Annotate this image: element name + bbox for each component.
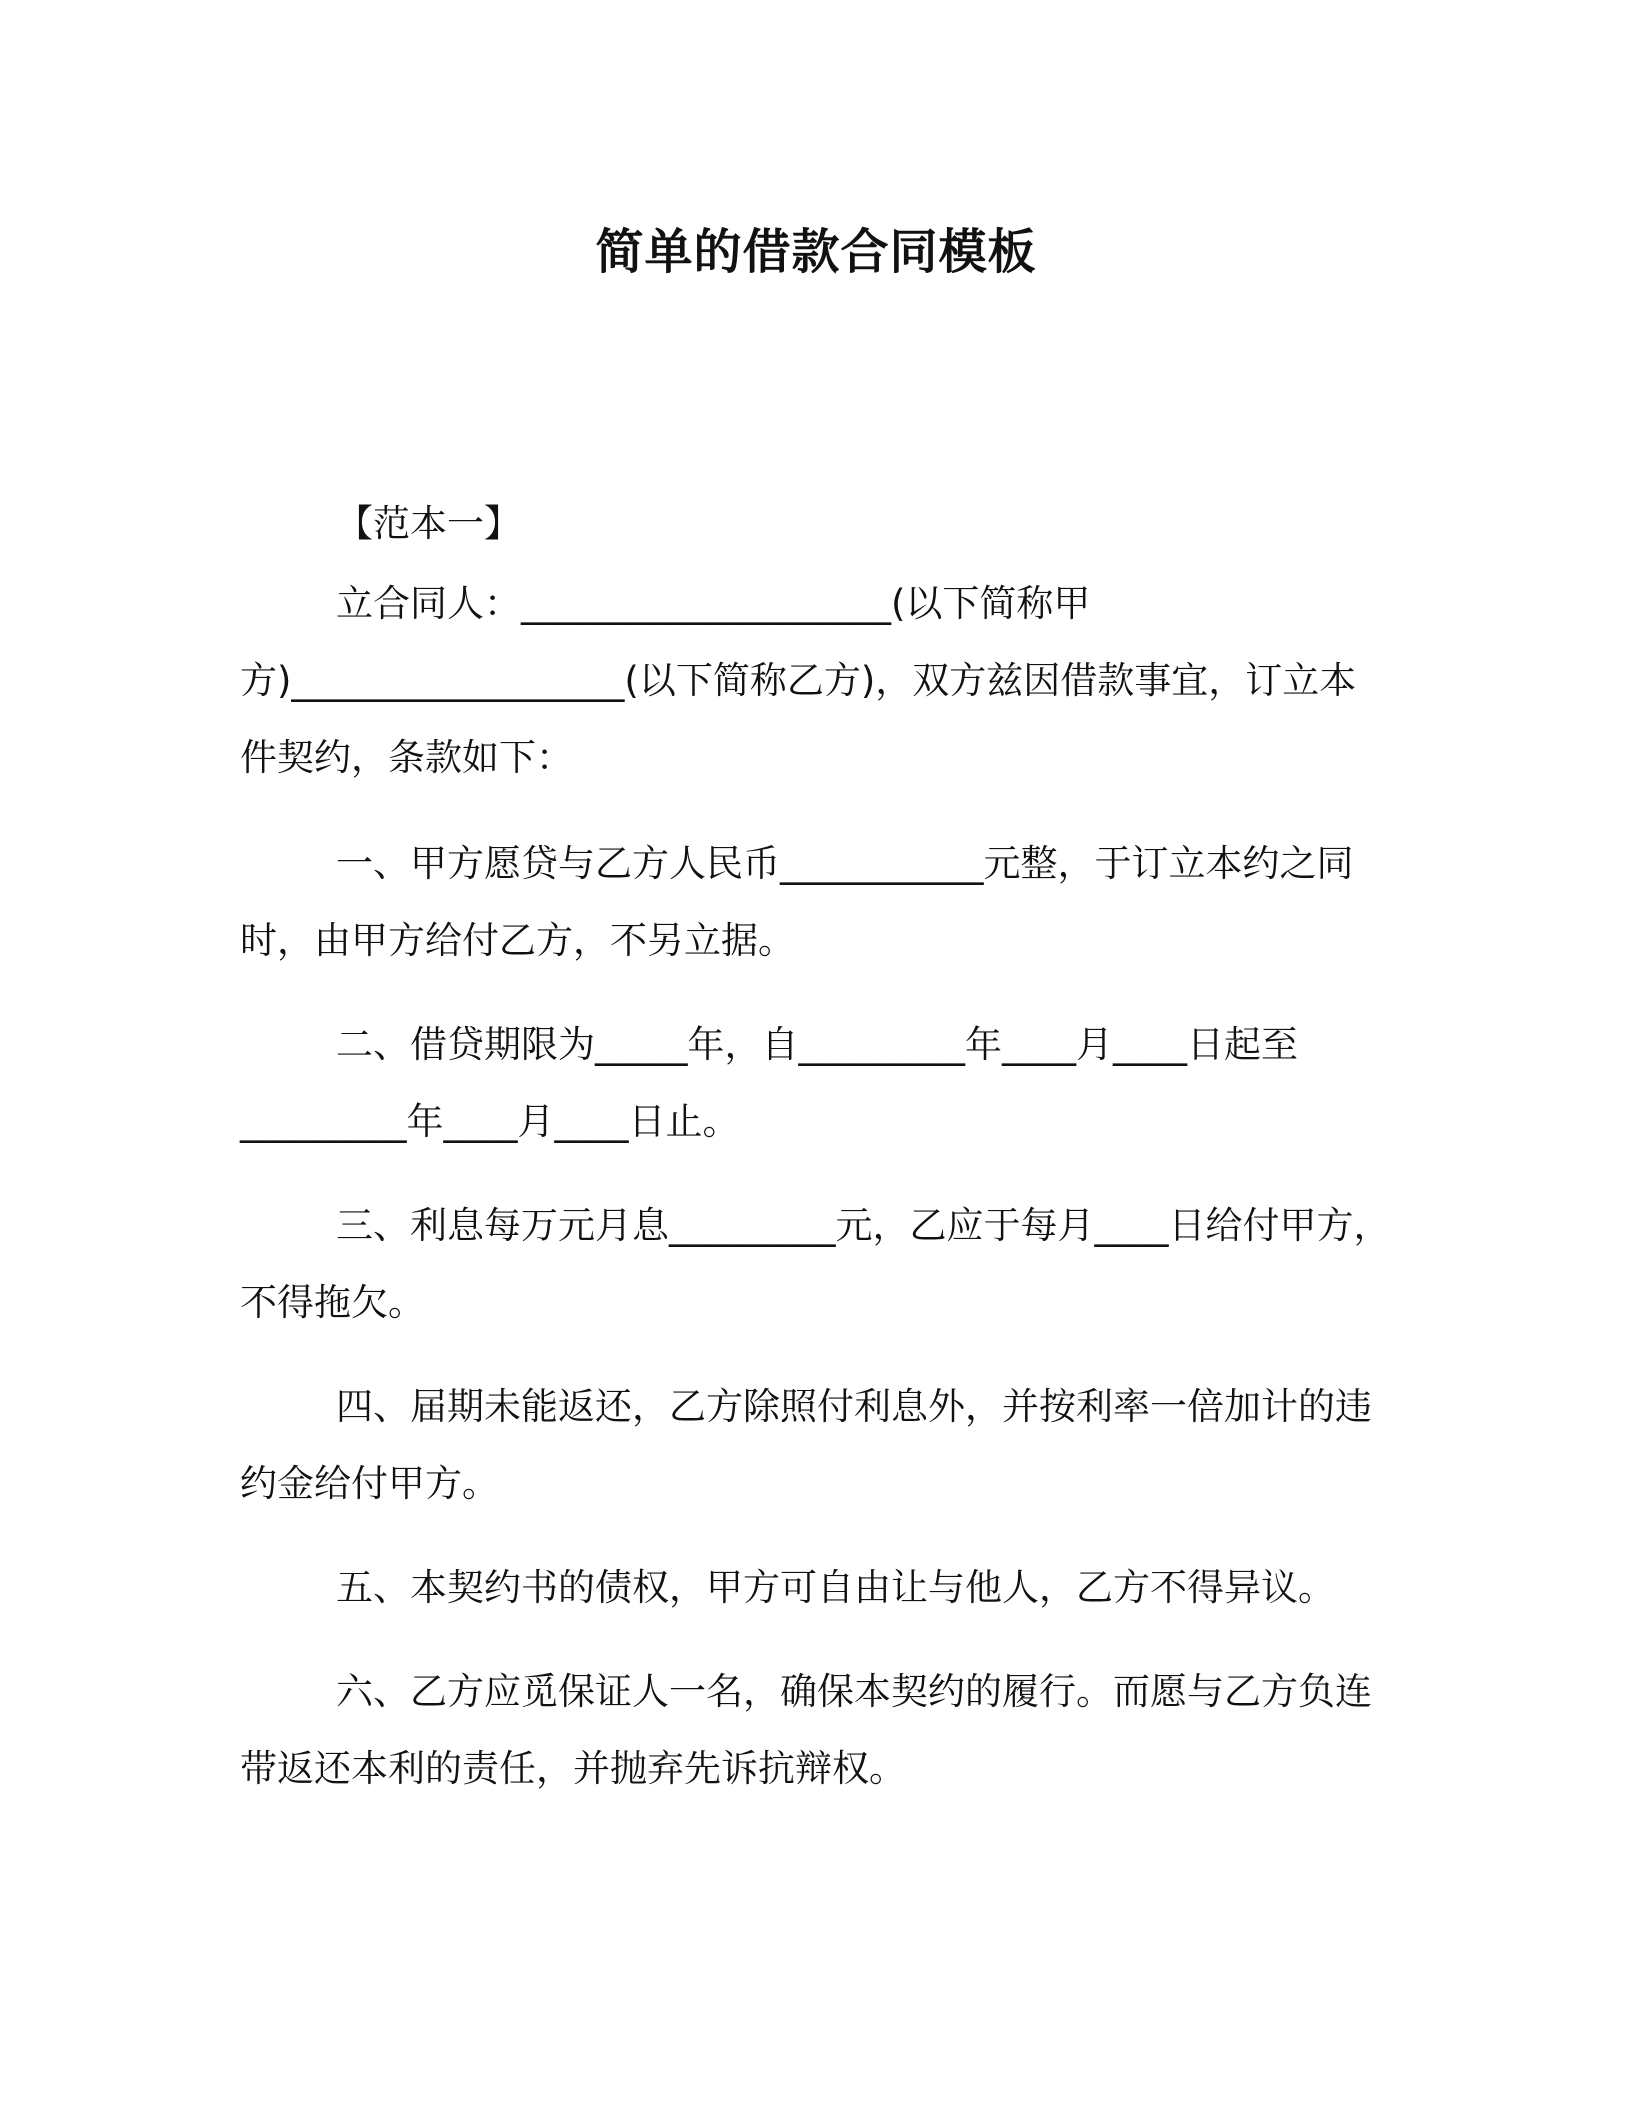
clause-3-line-2: 不得拖欠。 <box>240 1281 425 1324</box>
parties-line-3: 件契约，条款如下： <box>240 736 573 779</box>
clause-1-line-1: 一、甲方愿贷与乙方人民币___________元整，于订立本约之同 <box>336 842 1354 885</box>
clause-4-line-2: 约金给付甲方。 <box>240 1462 499 1505</box>
parties-line-1: 立合同人：____________________(以下简称甲 <box>336 582 1091 625</box>
spacer <box>240 1341 1390 1368</box>
parties-line-2: 方)__________________(以下简称乙方)，双方兹因借款事宜，订立本 <box>240 659 1357 702</box>
clause-4-line-1: 四、届期未能返还，乙方除照付利息外，并按利率一倍加计的违 <box>336 1385 1372 1428</box>
spacer <box>240 1160 1390 1187</box>
spacer <box>240 979 1390 1006</box>
spacer <box>240 796 1390 825</box>
sample-label: 【范本一】 <box>336 502 521 545</box>
clause-6-line-1: 六、乙方应觅保证人一名，确保本契约的履行。而愿与乙方负连 <box>336 1670 1372 1713</box>
document-body <box>240 485 1390 1807</box>
clause-3-line-1: 三、利息每万元月息_________元，乙应于每月____日给付甲方， <box>336 1204 1391 1247</box>
clause-6-line-2: 带返还本利的责任，并抛弃先诉抗辩权。 <box>240 1747 906 1790</box>
clause-5-line-1: 五、本契约书的债权，甲方可自由让与他人，乙方不得异议。 <box>336 1566 1335 1609</box>
document-title: 简单的借款合同模板 <box>595 224 1037 280</box>
clause-2-line-1: 二、借贷期限为_____年，自_________年____月____日起至 <box>336 1023 1298 1066</box>
spacer <box>240 1522 1390 1549</box>
clause-2-line-2: _________年____月____日止。 <box>240 1100 740 1143</box>
clause-1-line-2: 时，由甲方给付乙方，不另立据。 <box>240 919 795 962</box>
spacer <box>240 1626 1390 1653</box>
